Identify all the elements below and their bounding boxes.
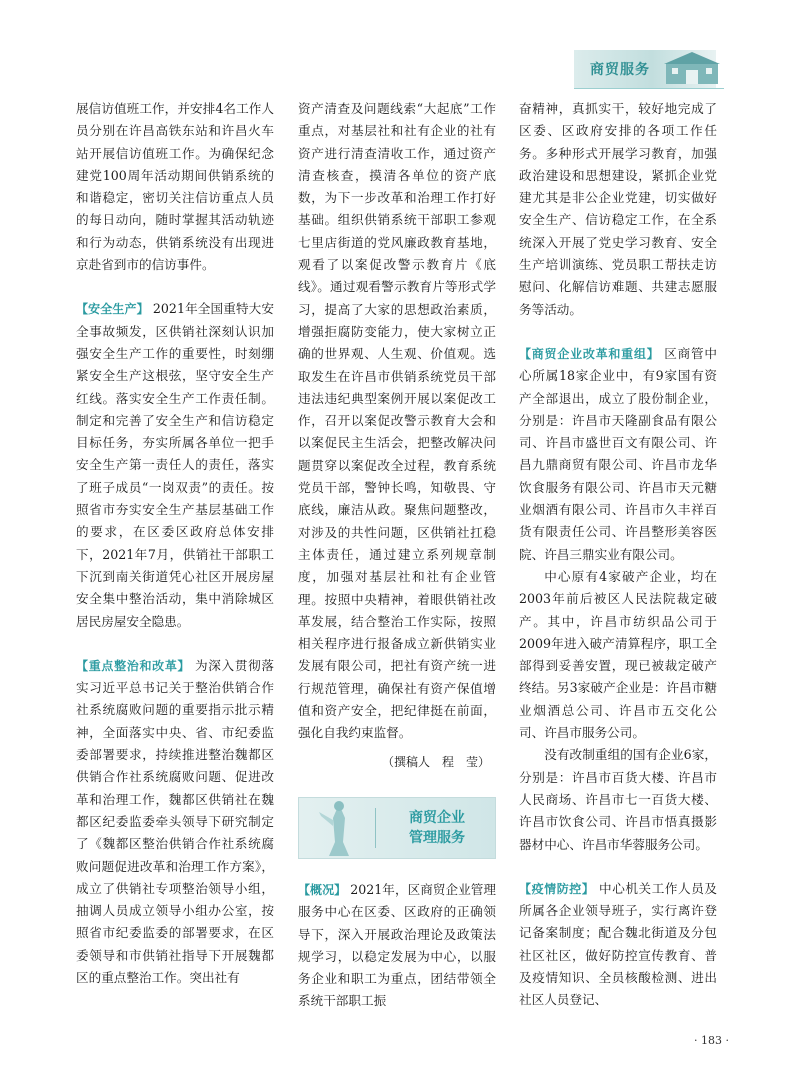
page-number: · 183 · [694, 1034, 729, 1047]
section-tab-label: 商贸服务 [590, 62, 650, 78]
header-divider [574, 88, 724, 89]
section-tag-overview: 【概况】 [298, 882, 347, 897]
text-column-1 [76, 98, 274, 989]
paragraph: 资产清查及问题线索“大起底”工作重点，对基层社和社有企业的社有资产进行清查清收工作，通过资产清查核查，摸清各单位的资产底数，为下一步改革和治理工作打好基础。组织供销系统干部职工参观七里店街道的党风廉政教育基地，观看了以案促改警示教育片《底线》。通过观看警示教育片等形式学习，提高了大家的思想政治素质，增强拒腐防变能力，使大家树立正确的世界观、人生观、价值观。选取发生在许昌市供销系统党员干部违法违纪典型案例开展以案促改工作，召开以案促改警示教育大会和以案促民主生活会，把整改解决问题贯穿以案促改全过程，教育系统党员干部，警钟长鸣，知敬畏、守底线，廉洁从政。聚焦问题整改，对涉及的共性问题，区供销社扛稳主体责任，通过建立系列规章制度，加强对基层社和社有企业管理。按照中央精神，着眼供销社改革发展，结合整治工作实际，按照相关程序进行报备成立新供销实业发展有限公司，把社有资产统一进行规范管理，确保社有资产保值增值和资产安全，把纪律挺在前面，强化自我约束监督。 [298, 101, 496, 741]
epidemic-text: 中心机关工作人员及所属各企业领导班子，实行离许登记备案制度；配合魏北街道及分包社区社区，做好防控宣传教育、普及疫情知识、全员核酸检测、进出社区人员登记、 [519, 880, 717, 1008]
banner-divider [375, 808, 376, 848]
safety-text: 2021年全国重特大安全事故频发，区供销社深刻认识加强安全生产工作的重要性，时刻绷紧安全生产这根弦，坚守安全生产红线。落实安全生产工作责任制。制定和完善了安全生产和信访稳定目标任务，夯实所属各单位一把手安全生产第一责任人的责任，落实了班子成员“一岗双责”的责任。按照省市夯实安全生产基层基础工作的要求，在区委区政府总体安排下，2021年7月，供销社干部职工下沉到南关街道凭心社区开展房屋安全集中整治活动，集中消除城区居民房屋安全隐患。 [76, 301, 274, 629]
paragraph: 没有改制重组的国有企业6家，分别是：许昌市百货大楼、许昌市人民商场、许昌市七一百货大楼、许昌市饮食公司、许昌市悟真摄影器材中心、许昌市华蓉服务公司。 [519, 747, 717, 852]
paragraph: 中心原有4家破产企业，均在2003年前后被区人民法院裁定破产。其中，许昌市纺织品公司于2009年进入破产清算程序，职工全部得到妥善安置，现已被裁定破产终结。另3家破产企业是：许昌市糖业烟酒总公司、许昌市五交化公司、许昌市服务公司。 [519, 568, 717, 741]
section-tag-safety: 【安全生产】 [76, 302, 149, 317]
banner-title-line-2: 管理服务 [409, 829, 465, 846]
statue-illustration-icon [309, 798, 369, 858]
paragraph-safety [76, 298, 274, 632]
text-column-3 [519, 98, 717, 1012]
text-column-2 [298, 98, 496, 1013]
reform-text: 区商管中心所属18家企业中，有9家国有资产全部退出，成立了股份制企业，分别是：许昌市天隆副食品有限公司、许昌市盛世百文有限公司、许昌九鼎商贸有限公司、许昌市龙华饮食服务有限公司、许昌市天元糖业烟酒有限公司、许昌市久丰祥百货有限责任公司、许昌整形美容医院、许昌三鼎实业有限公司。 [519, 345, 717, 562]
section-tag-reform: 【商贸企业改革和重组】 [519, 346, 660, 361]
rectify-text: 为深入贯彻落实习近平总书记关于整治供销合作社系统腐败问题的重要指示批示精神，全面落实中央、省、市纪委监委部署要求，持续推进整治魏都区供销合作社系统腐败问题、促进改革和治理工作，魏都区供销社在魏都区纪委监委牵头领导下研究制定了《魏都区整治供销合作社系统腐败问题促进改革和治理工作方案》，成立了供销社专项整治领导小组，抽调人员成立领导小组办公室，按照省市纪委监委的部署要求，在区委领导和市供销社指导下开展魏都区的重点整治工作。突出社有 [76, 657, 274, 985]
paragraph-epidemic [519, 878, 717, 1012]
paragraph-rectify [76, 655, 274, 989]
paragraph-reform [519, 343, 717, 566]
section-tag-rectify: 【重点整治和改革】 [76, 658, 191, 673]
city-gate-illustration-icon [662, 46, 722, 86]
section-tag-epidemic: 【疫情防控】 [519, 881, 595, 896]
section-banner [298, 797, 496, 859]
paragraph-overview [298, 879, 496, 1013]
author-signature: （撰稿人 程 莹） [381, 754, 490, 769]
paragraph: 展信访值班工作，并安排4名工作人员分别在许昌高铁东站和许昌火车站开展信访值班工作。为确保纪念建党100周年活动期间供销系统的和谐稳定，密切关注信访重点人员的每日动向，随时掌握其活动轨迹和行为动态，供销系统没有出现进京赴省到市的信访事件。 [76, 101, 274, 273]
banner-title-line-1: 商贸企业 [409, 809, 465, 826]
overview-text: 2021年，区商贸企业管理服务中心在区委、区政府的正确领导下，深入开展政治理论及政策法规学习，以稳定发展为中心，以服务企业和职工为重点，团结带领全系统干部职工振 [298, 881, 496, 1009]
paragraph: 奋精神，真抓实干，较好地完成了区委、区政府安排的各项工作任务。多种形式开展学习教育，加强政治建设和思想建设，紧抓企业党建尤其是非公企业党建，切实做好安全生产、信访稳定工作，在全系统深入开展了党史学习教育、安全生产培训演练、党员职工帮扶走访慰问、化解信访难题、共建志愿服务等活动。 [519, 101, 717, 317]
